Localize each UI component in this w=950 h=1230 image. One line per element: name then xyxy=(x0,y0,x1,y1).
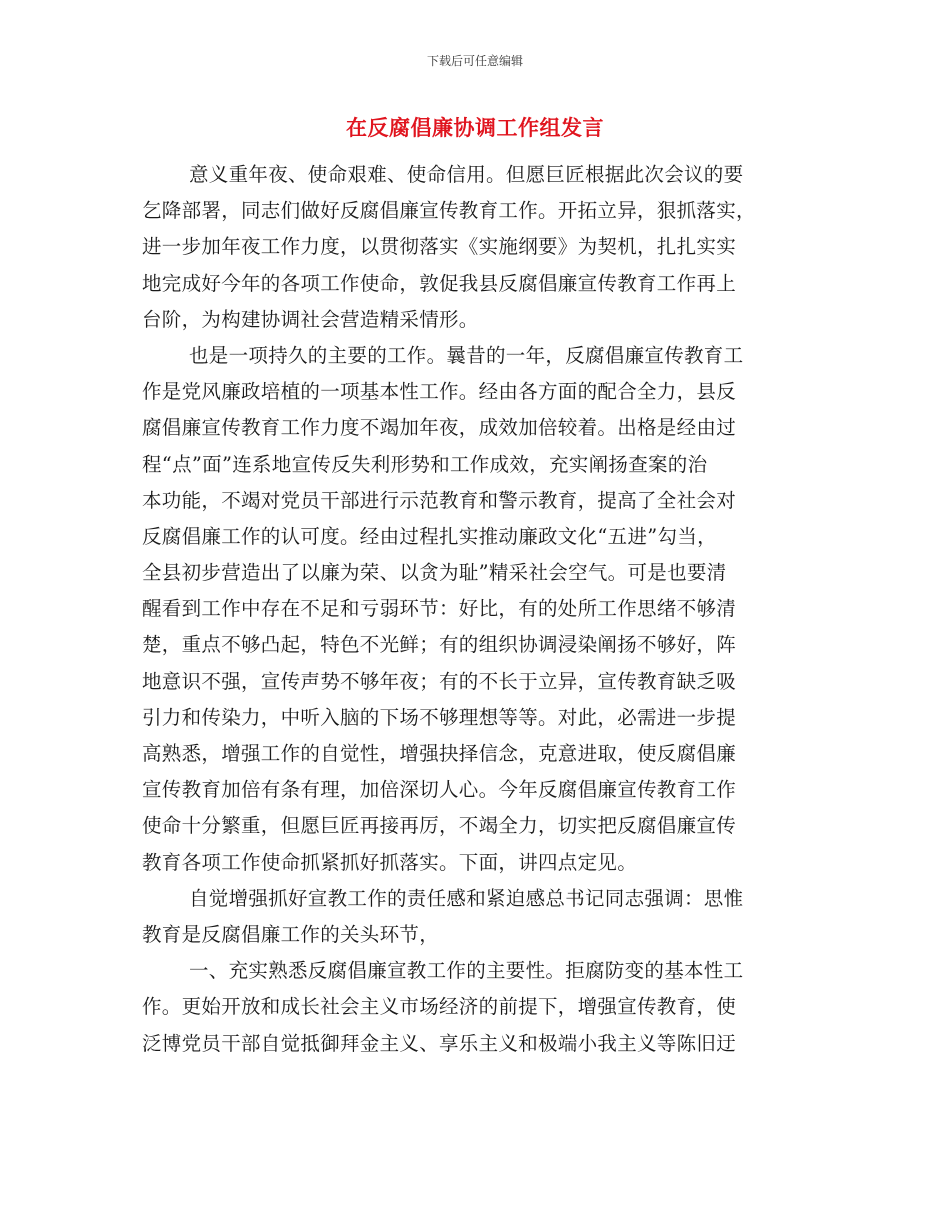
text-line: 腐倡廉宣传教育工作力度不竭加年夜，成效加倍较着。出格是经由过 xyxy=(142,416,737,440)
text-line: 进一步加年夜工作力度，以贯彻落实《实施纲要》为契机，扎扎实实 xyxy=(142,235,737,259)
paragraph-2 xyxy=(142,338,812,881)
document-title: 在反腐倡廉协调工作组发言 xyxy=(346,115,604,140)
text-line: 自觉增强抓好宣教工作的责任感和紧迫感总书记同志强调：思惟 xyxy=(189,886,744,910)
paragraph-4 xyxy=(142,953,812,1062)
text-line: 楚，重点不够凸起，特色不光鲜；有的组织协调浸染阐扬不够好，阵 xyxy=(142,633,737,657)
text-line: 高熟悉，增强工作的自觉性，增强抉择信念，克意进取，使反腐倡廉 xyxy=(142,742,737,765)
text-line: 引力和传染力，中听入脑的下场不够理想等等。对此，必需进一步提 xyxy=(142,705,737,729)
text-line: 乞降部署，同志们做好反腐倡廉宣传教育工作。开拓立异，狠抓落实， xyxy=(142,199,756,223)
text-line: 一、充实熟悉反腐倡廉宣教工作的主要性。拒腐防变的基本性工 xyxy=(189,959,744,983)
text-line: 地意识不强，宣传声势不够年夜；有的不长于立异，宣传教育缺乏吸 xyxy=(142,669,737,693)
text-line: 醒看到工作中存在不足和亏弱环节：好比，有的处所工作思绪不够清 xyxy=(142,597,737,621)
text-line: 台阶，为构建协调社会营造精采情形。 xyxy=(142,307,479,331)
text-line: 也是一项持久的主要的工作。曩昔的一年，反腐倡廉宣传教育工 xyxy=(189,343,744,367)
text-line: 本功能，不竭对党员干部进行示范教育和警示教育，提高了全社会对 xyxy=(142,488,737,512)
text-line: 程“点”面”连系地宣传反失利形势和工作成效，充实阐扬查案的治 xyxy=(142,452,708,476)
text-line: 作。更始开放和成长社会主义市场经济的前提下，增强宣传教育，使 xyxy=(142,995,737,1019)
text-line: 教育各项工作使命抓紧抓好抓落实。下面，讲四点定见。 xyxy=(142,850,638,874)
text-line: 反腐倡廉工作的认可度。经由过程扎实推动廉政文化“五进”勾当， xyxy=(142,524,717,548)
text-line: 泛博党员干部自觉抵御拜金主义、享乐主义和极端小我主义等陈旧迂 xyxy=(142,1031,737,1055)
page-header-note: 下载后可任意编辑 xyxy=(426,54,523,68)
text-line: 意义重年夜、使命艰难、使命信用。但愿巨匠根据此次会议的要 xyxy=(189,163,744,186)
text-line: 地完成好今年的各项工作使命，敦促我县反腐倡廉宣传教育工作再上 xyxy=(142,271,737,295)
text-line: 宣传教育加倍有条有理，加倍深切人心。今年反腐倡廉宣传教育工作 xyxy=(142,778,737,802)
document-body xyxy=(142,157,812,1062)
paragraph-1 xyxy=(142,157,812,338)
text-line: 教育是反腐倡廉工作的关头环节， xyxy=(142,922,440,946)
text-line: 使命十分繁重，但愿巨匠再接再厉，不竭全力，切实把反腐倡廉宣传 xyxy=(142,814,737,838)
text-line: 作是党风廉政培植的一项基本性工作。经由各方面的配合全力，县反 xyxy=(142,380,737,404)
text-line: 全县初步营造出了以廉为荣、以贪为耻”精采社会空气。可是也要清 xyxy=(142,561,727,585)
paragraph-3 xyxy=(142,881,812,953)
